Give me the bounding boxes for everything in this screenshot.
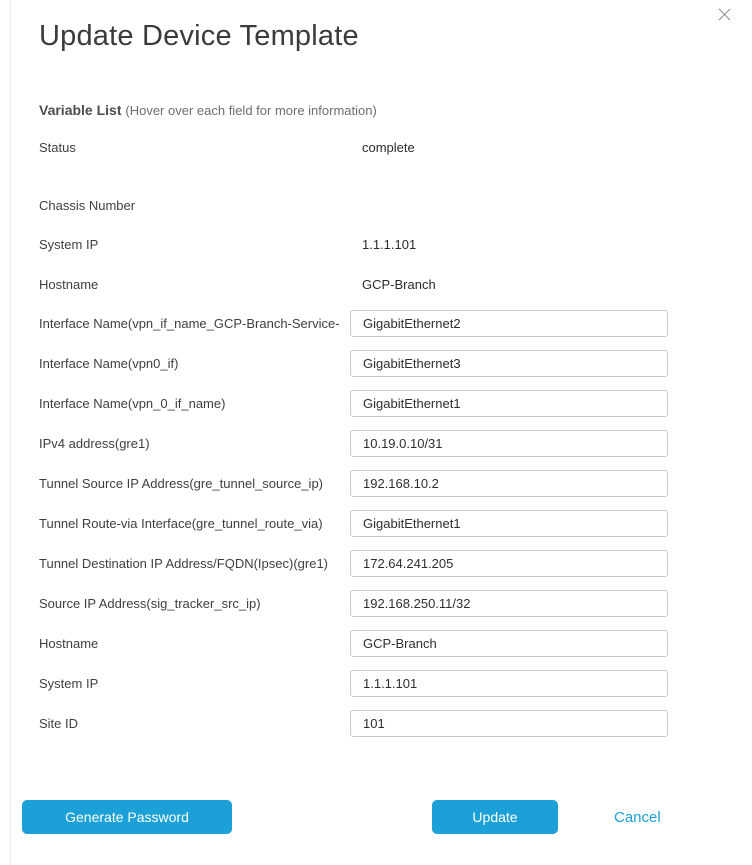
form-row-source-ip-address — [39, 590, 668, 617]
generate-password-button[interactable]: Generate Password — [22, 800, 232, 834]
hostname-value: GCP-Branch — [362, 277, 436, 292]
form-row-hostname — [39, 630, 668, 657]
field-label: Interface Name(vpn_if_name_GCP-Branch-Service- — [39, 316, 340, 331]
variable-list-header — [39, 102, 377, 118]
site-id-input[interactable] — [350, 710, 668, 737]
modal-title: Update Device Template — [39, 20, 359, 52]
form-row-chassis-number — [39, 198, 668, 237]
field-label: Hostname — [39, 636, 99, 651]
close-icon[interactable] — [715, 5, 733, 23]
field-label: IPv4 address(gre1) — [39, 436, 150, 451]
field-label: Source IP Address(sig_tracker_src_ip) — [39, 596, 261, 611]
field-label: Interface Name(vpn_0_if_name) — [39, 396, 226, 411]
hostname-input[interactable] — [350, 630, 668, 657]
system-ip-input[interactable] — [350, 670, 668, 697]
field-label: Tunnel Route-via Interface(gre_tunnel_route_via) — [39, 516, 323, 531]
field-label: Hostname — [39, 277, 99, 292]
form-row-tunnel-route-via — [39, 510, 668, 537]
field-label: Interface Name(vpn0_if) — [39, 356, 179, 371]
form-row-hostname-static — [39, 277, 668, 310]
form-row-ipv4-address-gre1 — [39, 430, 668, 457]
form-row-tunnel-source-ip — [39, 470, 668, 497]
form-row-system-ip-static — [39, 237, 668, 277]
ipv4-address-gre1-input[interactable] — [350, 430, 668, 457]
field-label: Tunnel Destination IP Address/FQDN(Ipsec)(gre1) — [39, 556, 329, 571]
field-label: System IP — [39, 676, 99, 691]
form-row-interface-name-service — [39, 310, 668, 337]
field-label: Status — [39, 140, 76, 155]
field-label: Tunnel Source IP Address(gre_tunnel_source_ip) — [39, 476, 324, 491]
interface-name-service-input[interactable] — [350, 310, 668, 337]
close-icon-glyph — [718, 8, 731, 21]
cancel-link[interactable]: Cancel — [614, 808, 661, 826]
tunnel-route-via-interface-input[interactable] — [350, 510, 668, 537]
variable-list-heading: Variable List — [39, 102, 122, 118]
tunnel-source-ip-input[interactable] — [350, 470, 668, 497]
form-row-tunnel-destination-ip — [39, 550, 668, 577]
source-ip-address-input[interactable] — [350, 590, 668, 617]
variable-list-hint: (Hover over each field for more information) — [125, 103, 377, 118]
tunnel-destination-ip-input[interactable] — [350, 550, 668, 577]
field-label: Site ID — [39, 716, 79, 731]
field-label: Chassis Number — [39, 198, 136, 213]
form-row-status — [39, 140, 668, 198]
system-ip-value: 1.1.1.101 — [362, 237, 417, 252]
update-button[interactable]: Update — [432, 800, 558, 834]
modal-footer — [0, 800, 752, 834]
form-row-system-ip — [39, 670, 668, 697]
form-row-site-id — [39, 710, 668, 737]
modal-left-edge — [10, 0, 11, 865]
field-label: System IP — [39, 237, 99, 252]
form-row-interface-name-vpn-0-if-name — [39, 390, 668, 417]
variable-form — [39, 140, 668, 750]
interface-name-vpn-0-if-name-input[interactable] — [350, 390, 668, 417]
interface-name-vpn0-if-input[interactable] — [350, 350, 668, 377]
form-row-interface-name-vpn0-if — [39, 350, 668, 377]
status-value: complete — [362, 140, 415, 155]
